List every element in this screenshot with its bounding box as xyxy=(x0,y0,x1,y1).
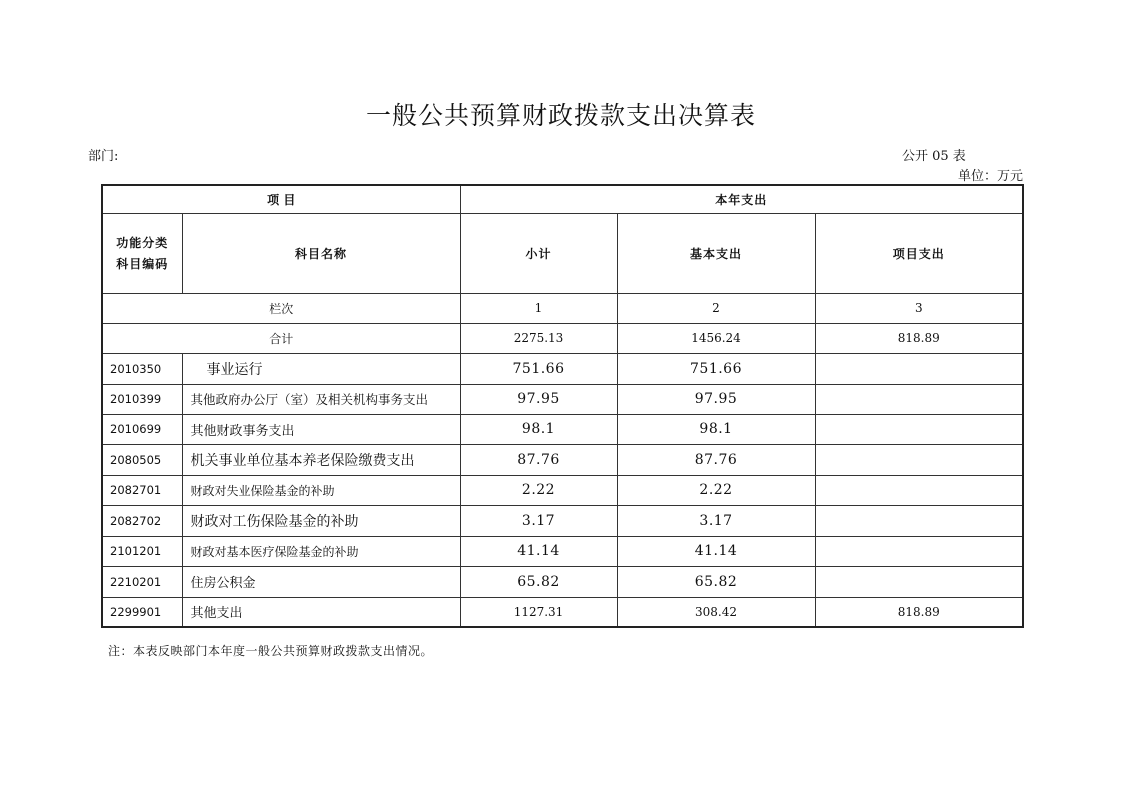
row-subtotal: 2.22 xyxy=(460,475,617,505)
row-basic: 98.1 xyxy=(617,414,815,444)
row-basic: 87.76 xyxy=(617,444,815,475)
row-code: 2010699 xyxy=(102,414,182,444)
total-label: 合计 xyxy=(102,323,460,353)
row-basic: 65.82 xyxy=(617,566,815,597)
row-code: 2082702 xyxy=(102,505,182,536)
row-project xyxy=(815,444,1023,475)
table-header-row xyxy=(102,185,1023,213)
header-expense-group: 本年支出 xyxy=(460,185,1023,213)
row-subtotal: 65.82 xyxy=(460,566,617,597)
row-name: 事业运行 xyxy=(182,353,460,384)
row-subtotal: 41.14 xyxy=(460,536,617,566)
column-index-1: 1 xyxy=(460,293,617,323)
unit-label: 单位：万元 xyxy=(958,169,1024,184)
column-index-2: 2 xyxy=(617,293,815,323)
row-name: 财政对基本医疗保险基金的补助 xyxy=(182,536,460,566)
header-basic-col: 基本支出 xyxy=(617,213,815,293)
column-index-row xyxy=(102,293,1023,323)
row-project xyxy=(815,384,1023,414)
row-code: 2082701 xyxy=(102,475,182,505)
row-project xyxy=(815,353,1023,384)
row-subtotal: 87.76 xyxy=(460,444,617,475)
table-row xyxy=(102,384,1023,414)
header-code-col xyxy=(102,213,182,293)
column-index-3: 3 xyxy=(815,293,1023,323)
column-index-label: 栏次 xyxy=(102,293,460,323)
row-name: 财政对失业保险基金的补助 xyxy=(182,475,460,505)
table-row xyxy=(102,536,1023,566)
table-row xyxy=(102,414,1023,444)
row-subtotal: 97.95 xyxy=(460,384,617,414)
total-subtotal: 2275.13 xyxy=(460,323,617,353)
row-project: 818.89 xyxy=(815,597,1023,627)
row-code: 2210201 xyxy=(102,566,182,597)
row-subtotal: 3.17 xyxy=(460,505,617,536)
header-code-line1: 功能分类 xyxy=(116,236,169,250)
row-code: 2080505 xyxy=(102,444,182,475)
table-row xyxy=(102,566,1023,597)
header-name-col: 科目名称 xyxy=(182,213,460,293)
row-name: 住房公积金 xyxy=(182,566,460,597)
table-subheader-row xyxy=(102,213,1023,293)
table-row xyxy=(102,597,1023,627)
row-name: 机关事业单位基本养老保险缴费支出 xyxy=(182,444,460,475)
header-project-col: 项目支出 xyxy=(815,213,1023,293)
row-code: 2010350 xyxy=(102,353,182,384)
page-title: 一般公共预算财政拨款支出决算表 xyxy=(365,101,756,130)
row-basic: 41.14 xyxy=(617,536,815,566)
total-project: 818.89 xyxy=(815,323,1023,353)
row-basic: 308.42 xyxy=(617,597,815,627)
row-project xyxy=(815,536,1023,566)
row-basic: 97.95 xyxy=(617,384,815,414)
form-number: 公开 05 表 xyxy=(902,149,966,164)
footnote: 注：本表反映部门本年度一般公共预算财政拨款支出情况。 xyxy=(108,644,434,658)
header-subtotal-col: 小计 xyxy=(460,213,617,293)
row-name: 其他支出 xyxy=(182,597,460,627)
row-project xyxy=(815,414,1023,444)
table-row xyxy=(102,475,1023,505)
row-project xyxy=(815,505,1023,536)
row-project xyxy=(815,566,1023,597)
row-code: 2299901 xyxy=(102,597,182,627)
row-basic: 3.17 xyxy=(617,505,815,536)
expenditure-table xyxy=(101,184,1024,628)
header-item-group xyxy=(102,185,460,213)
row-subtotal: 751.66 xyxy=(460,353,617,384)
row-name: 财政对工伤保险基金的补助 xyxy=(182,505,460,536)
row-basic: 751.66 xyxy=(617,353,815,384)
header-code-line2: 科目编码 xyxy=(116,257,169,271)
row-code: 2101201 xyxy=(102,536,182,566)
row-basic: 2.22 xyxy=(617,475,815,505)
row-code: 2010399 xyxy=(102,384,182,414)
header-item-group-label: 项 目 xyxy=(267,192,296,207)
row-name: 其他财政事务支出 xyxy=(182,414,460,444)
table-row xyxy=(102,353,1023,384)
table-row xyxy=(102,444,1023,475)
row-project xyxy=(815,475,1023,505)
table-row xyxy=(102,505,1023,536)
row-name: 其他政府办公厅（室）及相关机构事务支出 xyxy=(182,384,460,414)
row-subtotal: 1127.31 xyxy=(460,597,617,627)
total-row xyxy=(102,323,1023,353)
row-subtotal: 98.1 xyxy=(460,414,617,444)
total-basic: 1456.24 xyxy=(617,323,815,353)
department-label: 部门: xyxy=(88,149,119,164)
